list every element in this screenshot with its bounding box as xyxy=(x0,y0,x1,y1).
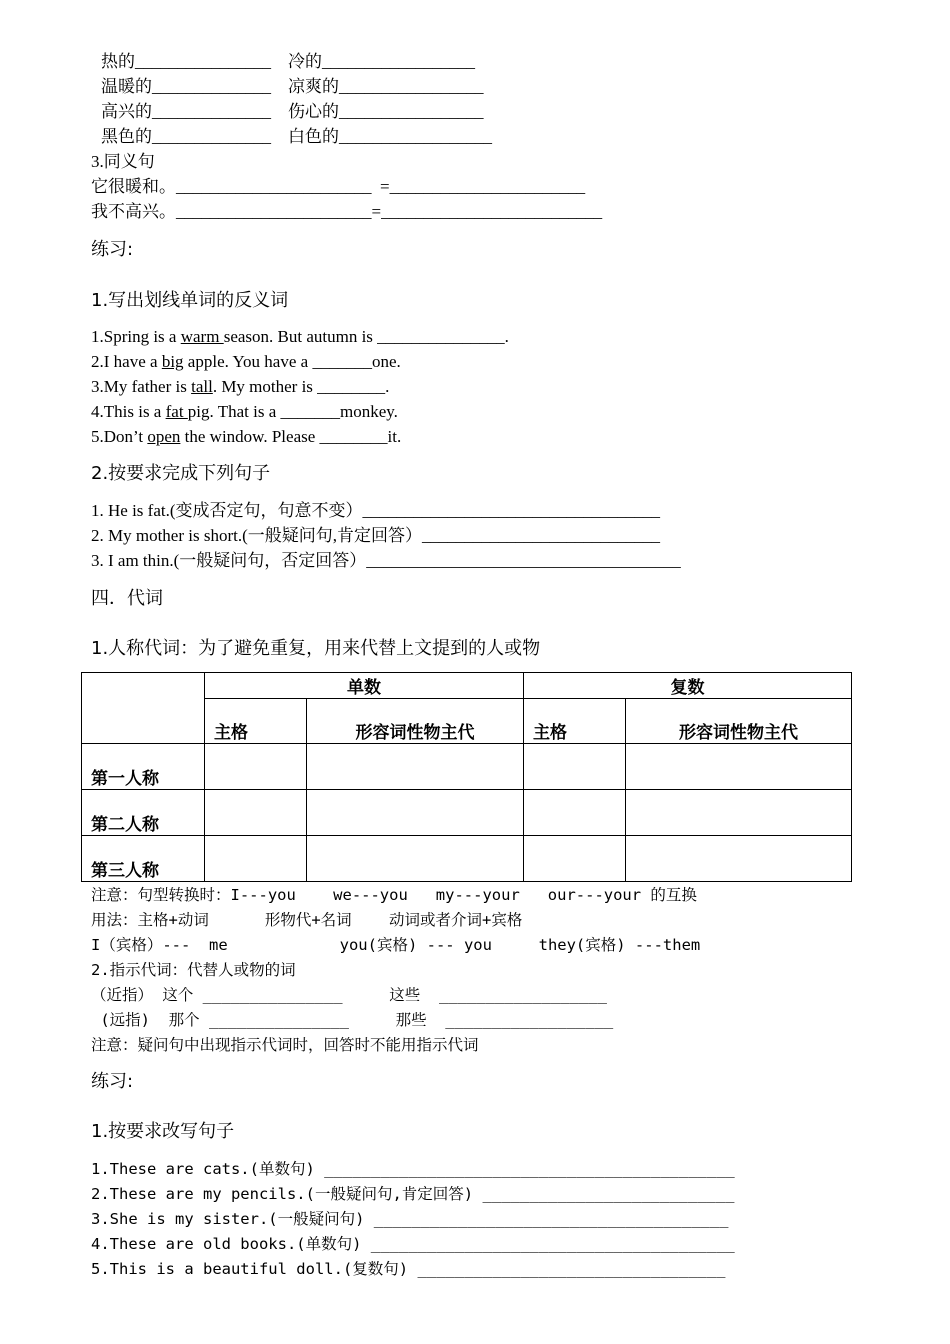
answer-cell[interactable] xyxy=(626,744,852,790)
antonym-item-2 xyxy=(91,351,401,373)
note-line-1: 注意：句型转换时：I---you we---you my---your our---your 的互换 xyxy=(91,886,697,904)
personal-pronoun-heading: 1.人称代词：为了避免重复，用来代替上文提到的人或物 xyxy=(91,638,541,659)
answer-cell[interactable] xyxy=(205,836,307,882)
section-heading: 四．代词 xyxy=(91,588,163,609)
answer-cell[interactable] xyxy=(307,790,524,836)
antonym-item-1 xyxy=(91,326,509,348)
underlined-word: open xyxy=(147,427,181,446)
answer-cell[interactable] xyxy=(626,836,852,882)
complete-item-2: 2. My mother is short.(一般疑问句,肯定回答）____________________________ xyxy=(91,526,661,545)
item-text: 2.I have a xyxy=(91,352,162,371)
answer-cell[interactable] xyxy=(205,790,307,836)
rewrite-item-1: 1.These are cats.(单数句) ____________________________________________ xyxy=(91,1160,735,1178)
answer-cell[interactable] xyxy=(307,836,524,882)
row-header-third-person: 第三人称 xyxy=(82,836,205,882)
underlined-word: big xyxy=(161,352,184,371)
rewrite-heading: 1.按要求改写句子 xyxy=(91,1121,235,1142)
item-text: 1.Spring is a xyxy=(91,327,181,346)
note-line-4: 2.指示代词：代替人或物的词 xyxy=(91,961,296,979)
table-row xyxy=(82,836,852,882)
underlined-word: tall xyxy=(191,377,213,396)
note-line-2: 用法：主格+动词 形物代+名词 动词或者介词+宾格 xyxy=(91,911,523,929)
complete-sentences-heading: 2.按要求完成下列句子 xyxy=(91,463,271,484)
answer-cell[interactable] xyxy=(524,744,626,790)
note-line-6: (远指) 那个 _______________ 那些 __________________ xyxy=(91,1011,614,1029)
note-line-3: I（宾格）--- me you(宾格) --- you they(宾格) ---them xyxy=(91,936,701,954)
item-text: 5.Don’t xyxy=(91,427,148,446)
underlined-word: fat xyxy=(165,402,188,421)
antonym-item-4 xyxy=(91,401,398,423)
antonym-item-3 xyxy=(91,376,389,398)
practice-label: 练习: xyxy=(91,239,134,260)
item-text: 3.My father is xyxy=(91,377,192,396)
rewrite-item-4: 4.These are old books.(单数句) _______________________________________ xyxy=(91,1235,735,1253)
adjective-line-2: 温暖的______________ 凉爽的_________________ xyxy=(101,77,484,96)
item-text: . My mother is ________. xyxy=(212,377,390,396)
answer-cell[interactable] xyxy=(626,790,852,836)
synonym-line-2: 我不高兴。_______________________=__________________________ xyxy=(91,202,603,221)
table-row xyxy=(82,744,852,790)
item-text: apple. You have a _______one. xyxy=(183,352,401,371)
synonym-heading: 3.同义句 xyxy=(91,152,155,171)
antonym-heading: 1.写出划线单词的反义词 xyxy=(91,290,289,311)
rewrite-item-2: 2.These are my pencils.(一般疑问句,肯定回答) ___________________________ xyxy=(91,1185,735,1203)
row-header-second-person: 第二人称 xyxy=(82,790,205,836)
rewrite-item-5: 5.This is a beautiful doll.(复数句) _________________________________ xyxy=(91,1260,726,1278)
item-text: the window. Please ________it. xyxy=(180,427,402,446)
practice-label: 练习: xyxy=(91,1071,134,1092)
answer-cell[interactable] xyxy=(205,744,307,790)
row-header-first-person: 第一人称 xyxy=(82,744,205,790)
synonym-line-1: 它很暖和。_______________________ =_______________________ xyxy=(91,177,586,196)
note-line-5: （近指） 这个 _______________ 这些 __________________ xyxy=(91,986,607,1004)
answer-cell[interactable] xyxy=(524,836,626,882)
subheader-subject: 主格 xyxy=(205,699,307,744)
table-corner-cell xyxy=(82,673,205,744)
header-singular: 单数 xyxy=(205,673,524,699)
underlined-word: warm xyxy=(180,327,224,346)
antonym-item-5 xyxy=(91,426,401,448)
rewrite-item-3: 3.She is my sister.(一般疑问句) ______________________________________ xyxy=(91,1210,729,1228)
item-text: season. But autumn is _______________. xyxy=(223,327,509,346)
item-text: pig. That is a _______monkey. xyxy=(187,402,398,421)
adjective-line-1: 热的________________ 冷的__________________ xyxy=(101,52,475,71)
answer-cell[interactable] xyxy=(307,744,524,790)
note-line-7: 注意：疑问句中出现指示代词时，回答时不能用指示代词 xyxy=(91,1036,479,1054)
header-plural: 复数 xyxy=(524,673,852,699)
adjective-line-4: 黑色的______________ 白色的__________________ xyxy=(101,127,492,146)
pronoun-table xyxy=(81,672,852,882)
item-text: 4.This is a xyxy=(91,402,166,421)
complete-item-1: 1. He is fat.(变成否定句，句意不变）___________________________________ xyxy=(91,501,661,520)
subheader-possessive: 形容词性物主代 xyxy=(307,699,524,744)
subheader-possessive: 形容词性物主代 xyxy=(626,699,852,744)
answer-cell[interactable] xyxy=(524,790,626,836)
subheader-subject: 主格 xyxy=(524,699,626,744)
table-row xyxy=(82,790,852,836)
adjective-line-3: 高兴的______________ 伤心的_________________ xyxy=(101,102,484,121)
complete-item-3: 3. I am thin.(一般疑问句，否定回答）_____________________________________ xyxy=(91,551,681,570)
